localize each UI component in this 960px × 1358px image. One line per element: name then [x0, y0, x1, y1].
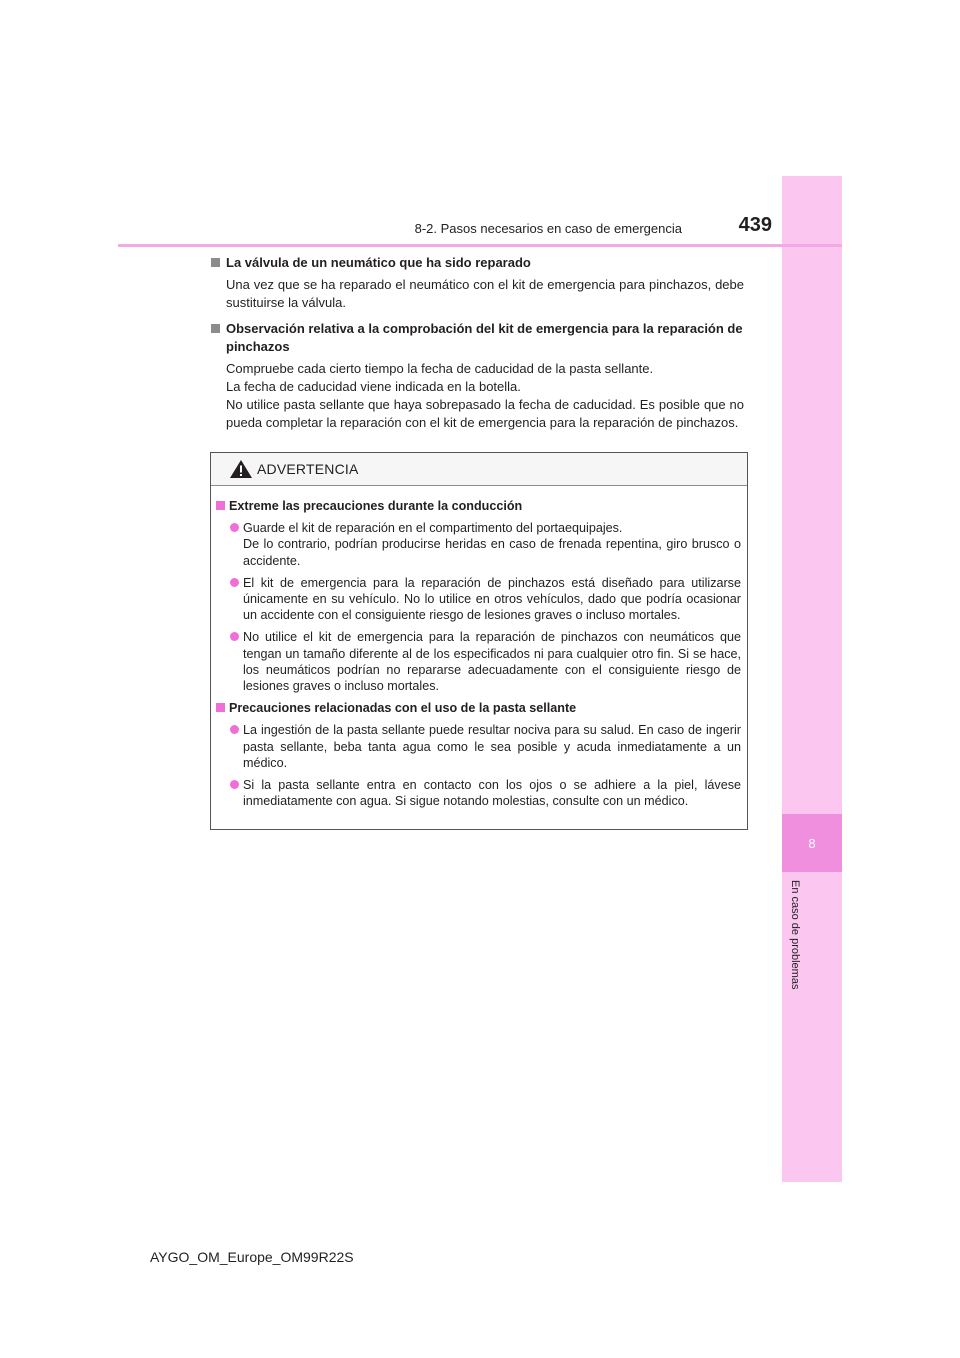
- bullet-line: No utilice el kit de emergencia para la reparación de pinchazos con neumáticos que tengan un tamaño diferente al de los especificados ni para cualquier otro fin. Si se hace, los neumáticos podrían no repararse adecuadamente con el consiguiente riesgo de lesiones graves o incluso mortales.: [243, 630, 741, 694]
- warning-group-title: Extreme las precauciones durante la conducción: [215, 498, 741, 514]
- section-body: [210, 276, 744, 312]
- warning-bullet: [215, 722, 741, 771]
- warning-body: [211, 486, 747, 809]
- warning-header: [211, 453, 747, 486]
- side-tab: [782, 176, 842, 1182]
- header-divider: [118, 244, 842, 247]
- warning-group-title: Precauciones relacionadas con el uso de la pasta sellante: [215, 700, 741, 716]
- bullet-line: La ingestión de la pasta sellante puede resultar nociva para su salud. En caso de ingerir pasta sellante, beba tanta agua como le sea posible y acuda inmediatamente a un médico.: [243, 723, 741, 770]
- paragraph: La fecha de caducidad viene indicada en la botella.: [226, 379, 521, 394]
- paragraph: No utilice pasta sellante que haya sobrepasado la fecha de caducidad. Es posible que no pueda completar la reparación con el kit de emergencia para la reparación de pinchazos.: [226, 397, 744, 430]
- warning-triangle-icon: [229, 459, 253, 479]
- main-content: [210, 254, 744, 440]
- section-title: La válvula de un neumático que ha sido reparado: [210, 254, 744, 272]
- paragraph: Una vez que se ha reparado el neumático con el kit de emergencia para pinchazos, debe sustituirse la válvula.: [226, 277, 744, 310]
- section-kit-check: [210, 320, 744, 432]
- warning-title: ADVERTENCIA: [257, 461, 359, 477]
- bullet-line: De lo contrario, podrían producirse heridas en caso de frenada repentina, giro brusco o accidente.: [243, 537, 741, 568]
- warning-bullet: [215, 575, 741, 624]
- warning-bullet: [215, 629, 741, 694]
- footer-doc-code: AYGO_OM_Europe_OM99R22S: [150, 1249, 354, 1265]
- chapter-number-tab[interactable]: 8: [782, 814, 842, 872]
- section-body: [210, 360, 744, 432]
- warning-bullet: [215, 520, 741, 569]
- bullet-line: Guarde el kit de reparación en el compartimento del portaequipajes.: [243, 521, 623, 536]
- paragraph: Compruebe cada cierto tiempo la fecha de caducidad de la pasta sellante.: [226, 361, 654, 376]
- warning-bullet: [215, 777, 741, 809]
- section-valve: [210, 254, 744, 312]
- bullet-line: El kit de emergencia para la reparación de pinchazos está diseñado para utilizarse únicamente en su vehículo. No lo utilice en otros vehículos, dado que podría ocasionar un accidente con el consiguiente riesgo de lesiones graves o incluso mortales.: [243, 575, 741, 623]
- section-title: Observación relativa a la comprobación del kit de emergencia para la reparación de pinchazos: [210, 320, 744, 356]
- chapter-label: En caso de problemas: [789, 880, 801, 990]
- bullet-line: Si la pasta sellante entra en contacto con los ojos o se adhiere a la piel, lávese inmediatamente con agua. Si sigue notando molestias, consulte con un médico.: [243, 778, 741, 809]
- header-section-title: 8-2. Pasos necesarios en caso de emergencia: [414, 221, 682, 236]
- page-number: 439: [738, 214, 772, 236]
- warning-box: [210, 452, 748, 830]
